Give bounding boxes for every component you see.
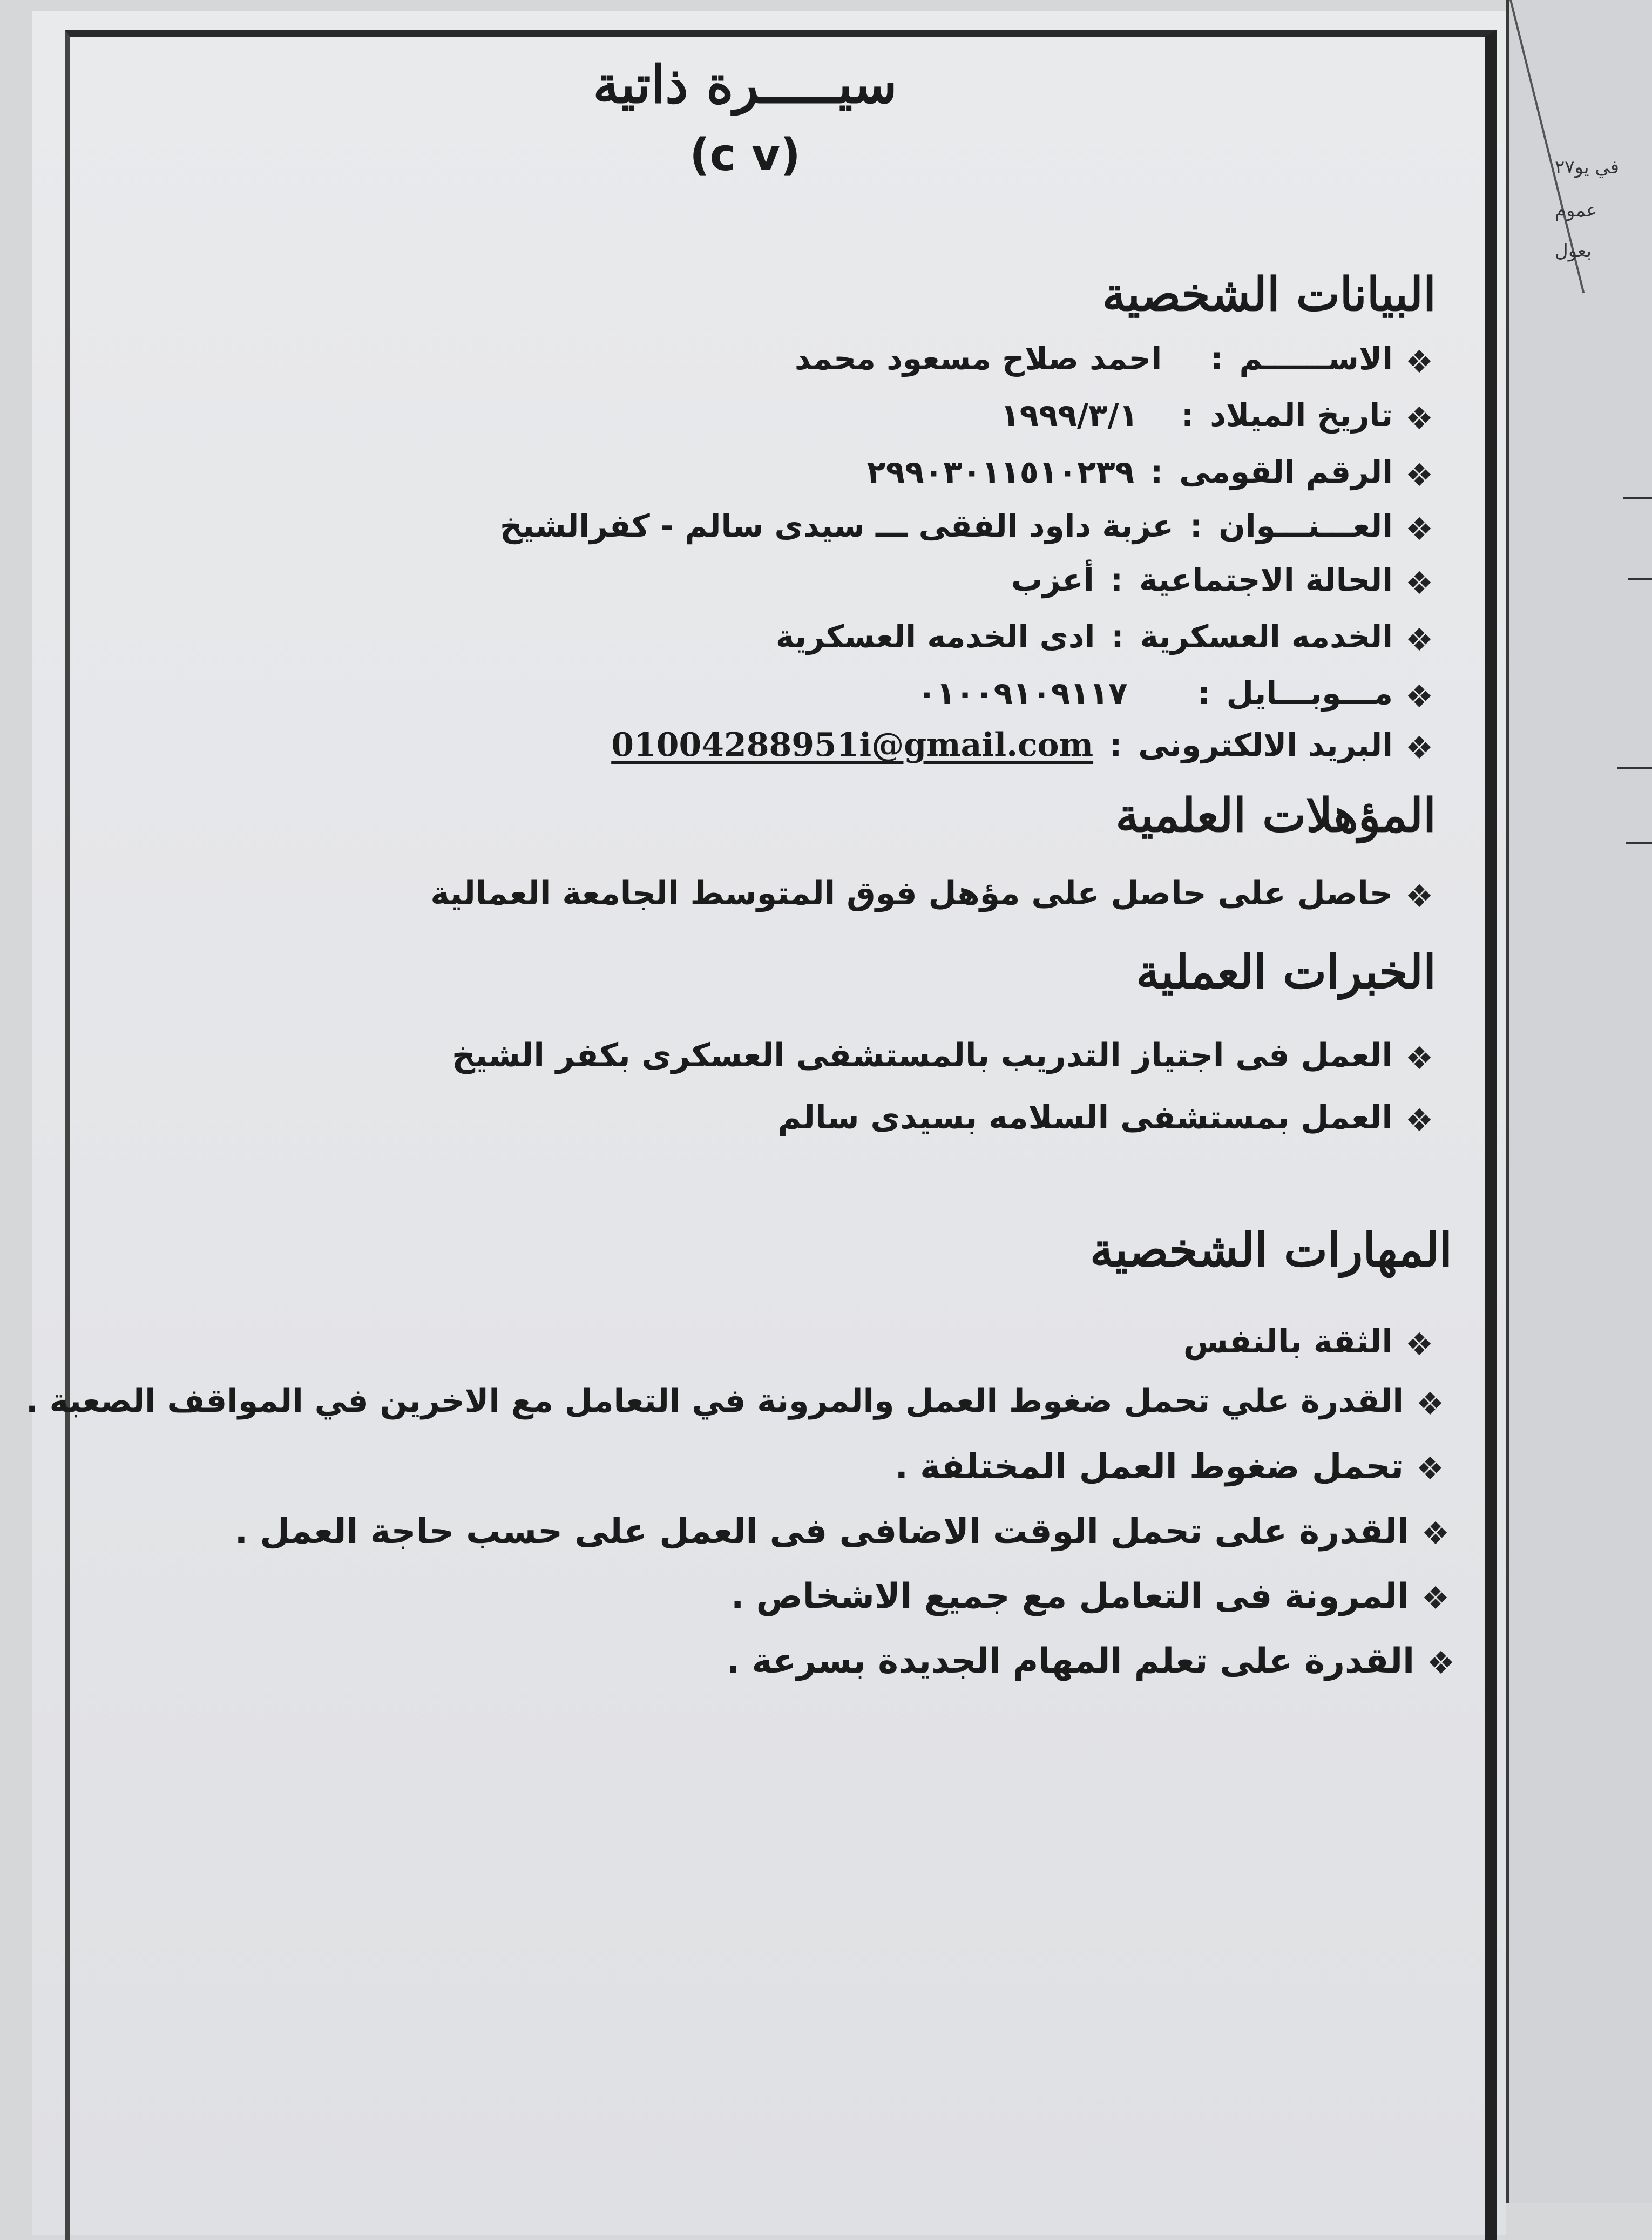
field-address: ❖ العـــنـــوان:عزبة داود الفقى ـــ سيدى سالم - كفرالشيخ [500, 507, 1433, 547]
field-value: احمد صلاح مسعود محمد [794, 340, 1162, 377]
bullet-icon: ❖ [1405, 1102, 1433, 1139]
field-label: البريد الالكترونى [1138, 727, 1393, 763]
section-heading-skills: المهارات الشخصية [1090, 1223, 1452, 1277]
margin-note: في يو٢٧ [1555, 157, 1619, 178]
field-label: الحالة الاجتماعية [1139, 561, 1393, 598]
bullet-icon: ❖ [1416, 1450, 1444, 1487]
margin-note: عموم [1555, 200, 1597, 221]
skill-item: ❖ القدرة على تعلم المهام الجديدة بسرعة . [726, 1641, 1455, 1681]
field-value: عزبة داود الفقى ـــ سيدى سالم - كفرالشيخ [500, 507, 1174, 544]
bullet-icon: ❖ [1405, 678, 1433, 715]
field-national-id: ❖ الرقم القومى:٢٩٩٠٣٠١١٥١٠٢٣٩ [866, 454, 1433, 493]
field-value: أعزب [1011, 561, 1094, 598]
field-birthdate: ❖ تاريخ الميلاد:١٩٩٩/٣/١ [1000, 397, 1433, 437]
qualification-item: ❖ حاصل على حاصل على مؤهل فوق المتوسط الجامعة العمالية [430, 875, 1433, 915]
page-subtitle: (c v) [689, 130, 801, 181]
bullet-icon: ❖ [1416, 1385, 1444, 1422]
field-label: تاريخ الميلاد [1210, 397, 1393, 434]
bullet-icon: ❖ [1405, 1326, 1433, 1363]
bullet-icon: ❖ [1421, 1515, 1450, 1552]
bullet-icon: ❖ [1405, 565, 1433, 601]
field-name: ❖ الاســــــم:احمد صلاح مسعود محمد [794, 340, 1433, 380]
field-military-service: ❖ الخدمه العسكرية:ادى الخدمه العسكرية [775, 618, 1433, 658]
section-heading-qualifications: المؤهلات العلمية [1115, 788, 1436, 843]
field-mobile: ❖ مـــوبـــايل:٠١٠٠٩١٠٩١١٧ [917, 675, 1433, 715]
bullet-icon: ❖ [1405, 400, 1433, 437]
skill-item: ❖ المرونة فى التعامل مع جميع الاشخاص . [731, 1576, 1450, 1616]
section-heading-personal: البيانات الشخصية [1102, 267, 1436, 322]
skill-item: ❖ القدرة علي تحمل ضغوط العمل والمرونة في التعامل مع الاخرين في المواقف الصعبة . [26, 1382, 1444, 1422]
bullet-icon: ❖ [1405, 511, 1433, 547]
margin-note: بعول [1555, 240, 1592, 262]
page-title: سيـــــرة ذاتية [593, 54, 897, 115]
field-label: الخدمه العسكرية [1140, 618, 1393, 655]
bullet-icon: ❖ [1405, 878, 1433, 915]
skill-item: ❖ القدرة على تحمل الوقت الاضافى فى العمل على حسب حاجة العمل . [234, 1512, 1450, 1552]
email-value: 01004288951i@gmail.com [611, 726, 1094, 764]
field-value: ١٩٩٩/٣/١ [1000, 397, 1139, 434]
field-value: ٠١٠٠٩١٠٩١١٧ [917, 675, 1128, 712]
field-label: الرقم القومى [1179, 454, 1393, 490]
field-value: ٢٩٩٠٣٠١١٥١٠٢٣٩ [866, 454, 1135, 490]
skill-item: ❖ تحمل ضغوط العمل المختلفة . [895, 1447, 1444, 1487]
bullet-icon: ❖ [1405, 1040, 1433, 1077]
field-label: الاســــــم [1239, 340, 1393, 377]
bullet-icon: ❖ [1405, 729, 1433, 766]
bullet-icon: ❖ [1427, 1645, 1455, 1681]
skill-item: ❖ الثقة بالنفس [1183, 1323, 1433, 1363]
bullet-icon: ❖ [1405, 457, 1433, 493]
bullet-icon: ❖ [1405, 621, 1433, 658]
experience-item: ❖ العمل بمستشفى السلامه بسيدى سالم [777, 1099, 1433, 1139]
bullet-icon: ❖ [1405, 343, 1433, 380]
field-email: ❖ البريد الالكترونى:01004288951i@gmail.com [611, 726, 1433, 766]
field-label: مـــوبـــايل [1226, 675, 1393, 712]
experience-item: ❖ العمل فى اجتياز التدريب بالمستشفى العسكرى بكفر الشيخ [452, 1037, 1433, 1077]
section-heading-experience: الخبرات العملية [1136, 945, 1436, 999]
field-label: العـــنـــوان [1218, 507, 1393, 544]
field-value: ادى الخدمه العسكرية [775, 618, 1095, 655]
field-marital-status: ❖ الحالة الاجتماعية:أعزب [1011, 561, 1433, 601]
bullet-icon: ❖ [1421, 1580, 1450, 1616]
